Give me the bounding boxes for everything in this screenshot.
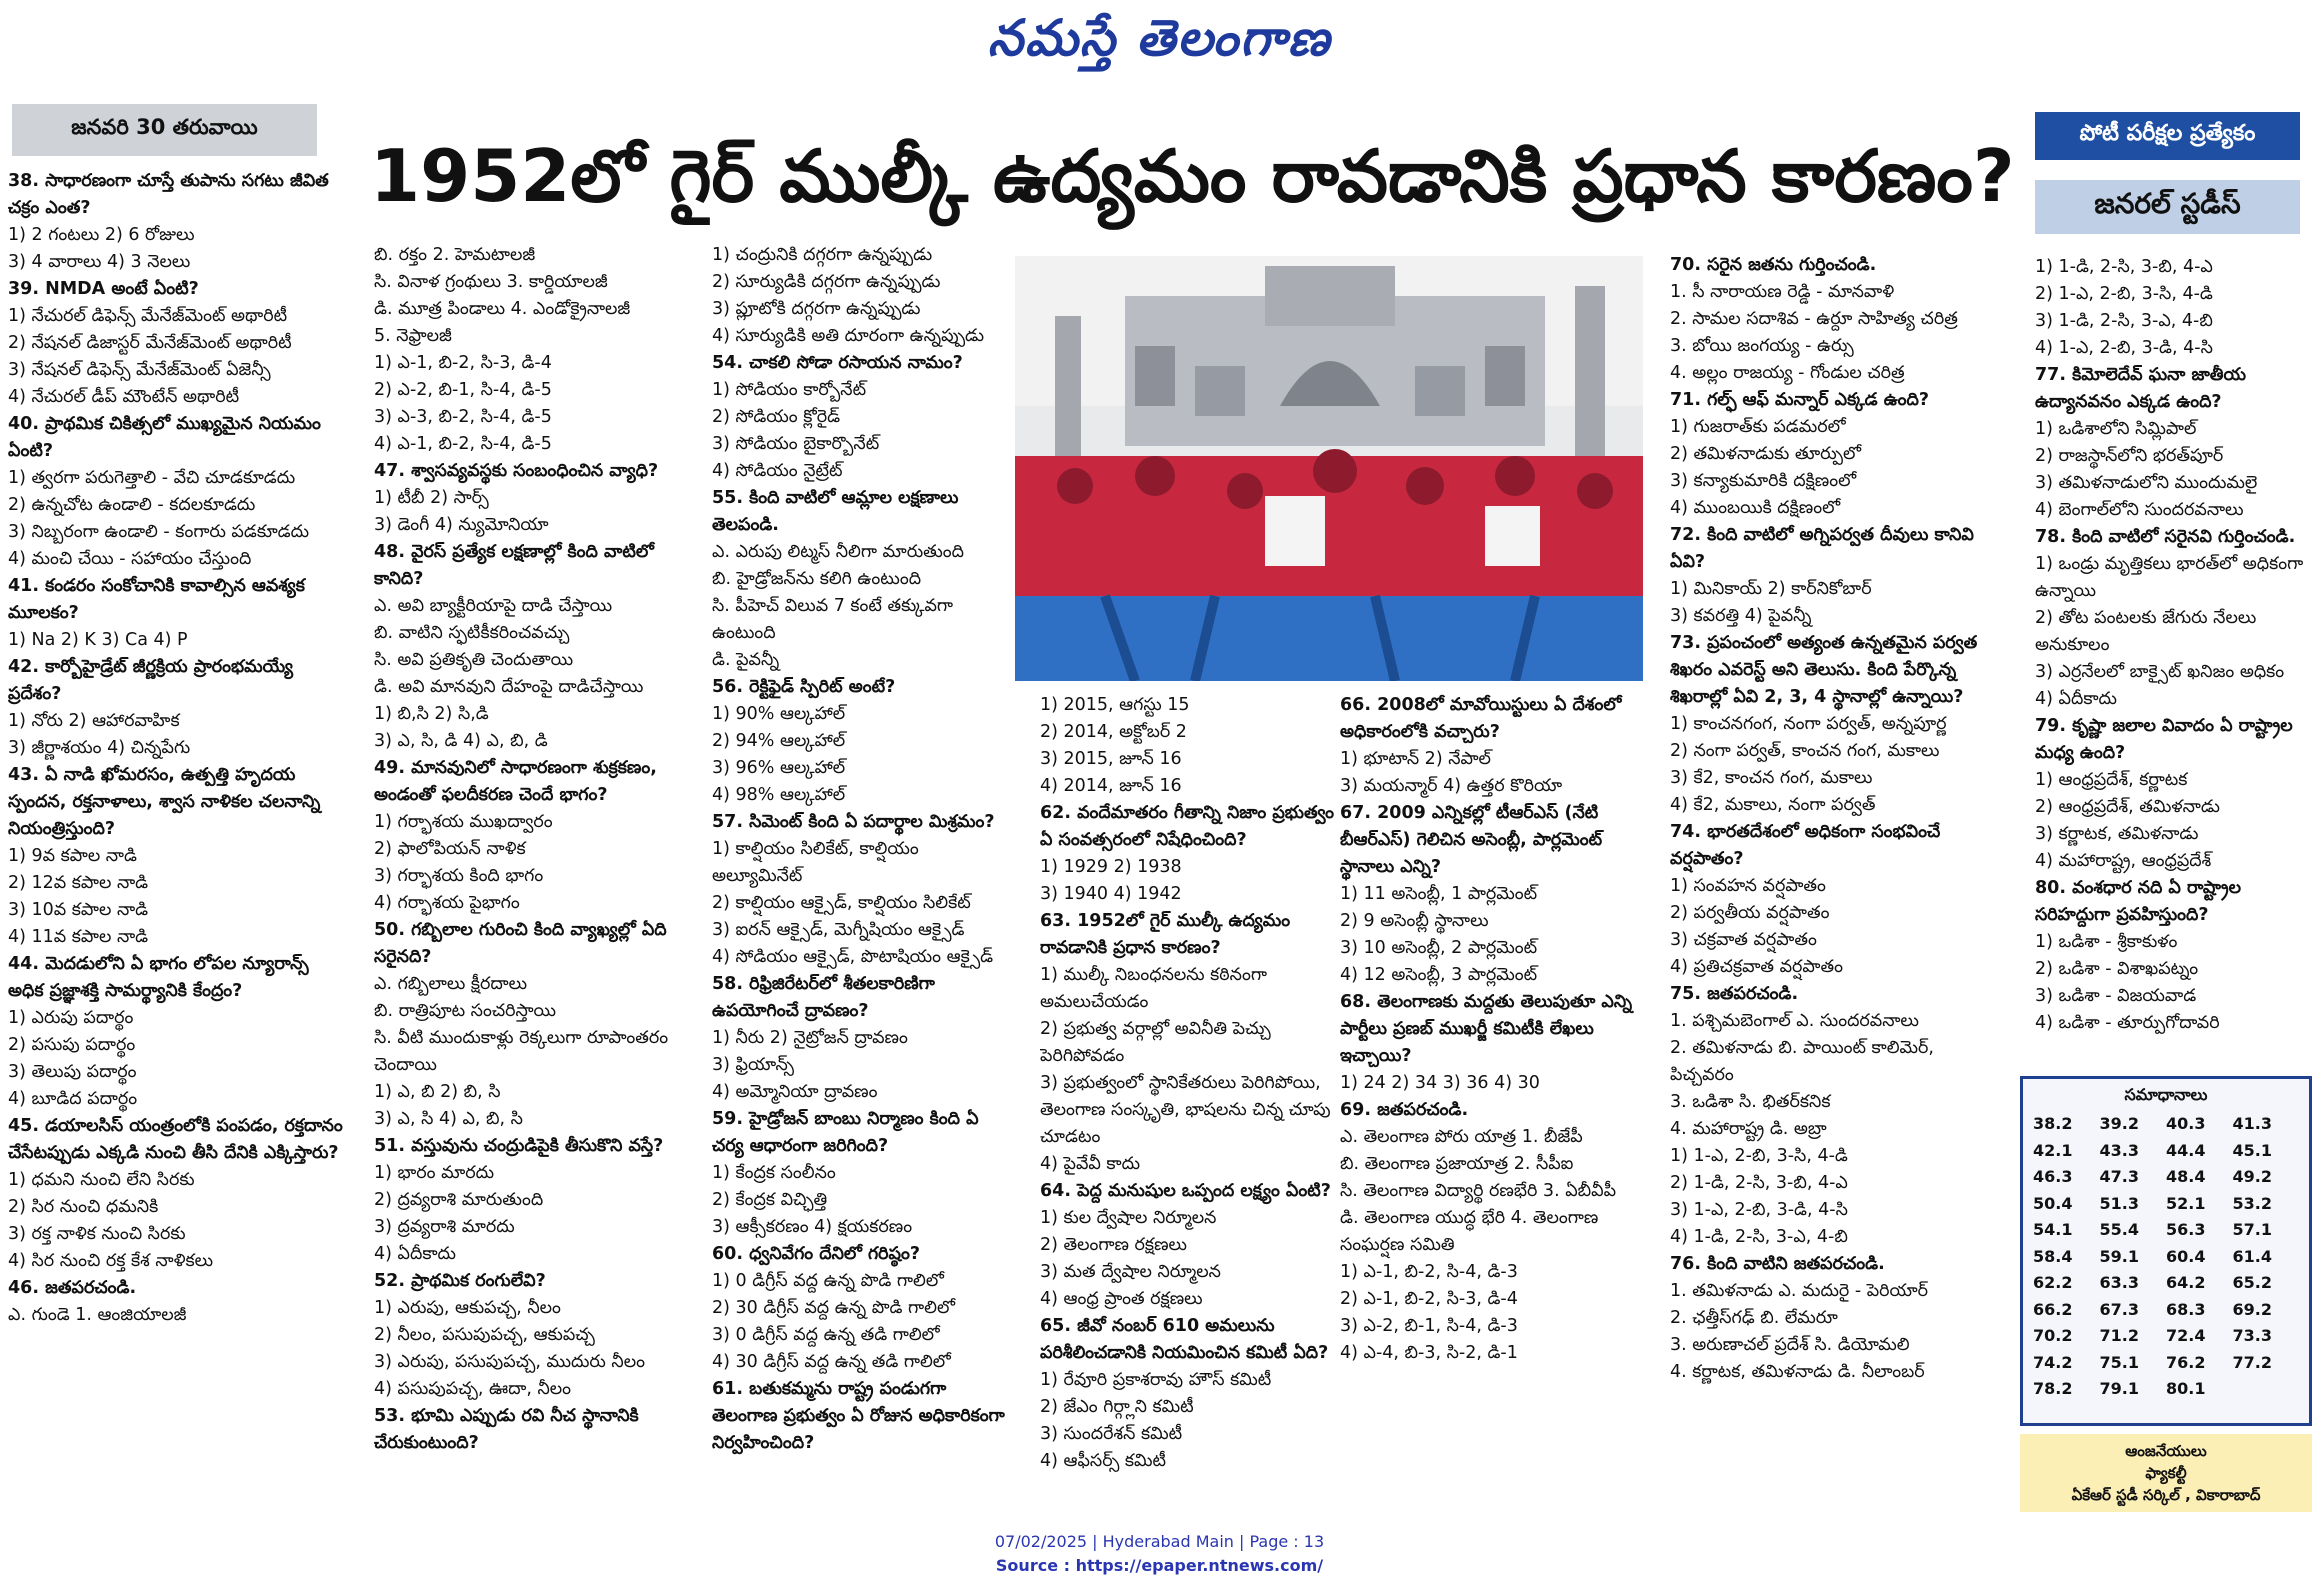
question-text: 71. గల్ఫ్ ఆఫ్ మన్నార్ ఎక్కడ ఉంది? xyxy=(1670,390,1930,410)
question-text: 44. మెదడులోని ఏ భాగం లోపల న్యూరాన్స్ అధిక ప్రజ్ఞాశక్తి సామర్థ్యానికి కేంద్రం? xyxy=(8,954,309,1001)
answer-item: 48.4 xyxy=(2166,1167,2206,1186)
question-text: 50. గబ్బిలాల గురించి కింది వ్యాఖ్యల్లో ఏది సరైనది? xyxy=(374,920,667,967)
answer-item: 66.2 xyxy=(2033,1299,2073,1319)
option-text: 4) ముంబయికి దక్షిణంలో xyxy=(1670,498,1841,518)
question-text: 66. 2008లో మావోయిస్టులు ఏ దేశంలో అధికారంలోకి వచ్చారు? xyxy=(1340,695,1622,742)
question-text: 54. చాకలి సోడా రసాయన నామం? xyxy=(712,353,963,373)
option-text: 2) 30 డిగ్రీస్ వద్ద ఉన్న పొడి గాలిలో xyxy=(712,1298,956,1318)
option-text: 4) ఎ-1, బి-2, సి-4, డి-5 xyxy=(374,434,552,454)
author-name: ఆంజనేయులు xyxy=(2125,1442,2207,1460)
question-text: 74. భారతదేశంలో అధికంగా సంభవించే వర్షపాతం? xyxy=(1670,822,1941,869)
footer-page-info: 07/02/2025 | Hyderabad Main | Page : 13 xyxy=(994,1532,1325,1551)
column-6 xyxy=(1670,252,2000,1506)
answer-item: 50.4 xyxy=(2033,1193,2073,1213)
option-text: 1) త్వరగా పరుగెత్తాలి - వేచి చూడకూడదు xyxy=(8,468,296,488)
option-text: 3) ఆక్సీకరణం 4) క్షయకరణం xyxy=(712,1217,913,1237)
option-text: 1) 9వ కపాల నాడి xyxy=(8,846,137,866)
option-text: 1) ఎ-1, బి-2, సి-3, డి-4 xyxy=(374,353,552,373)
question-text: 62. వందేమాతరం గీతాన్ని నిజాం ప్రభుత్వం ఏ సంవత్సరంలో నిషేధించింది? xyxy=(1040,803,1335,850)
question-text: 67. 2009 ఎన్నికల్లో టీఆర్ఎస్ (నేటి బీఆర్ఎస్) గెలిచిన అసెంబ్లీ, పార్లమెంట్ స్థానాలు ఎన్ని? xyxy=(1340,803,1603,877)
option-text: 3) చక్రవాత వర్షపాతం xyxy=(1670,930,1817,950)
answer-item: 61.4 xyxy=(2232,1246,2272,1266)
question-text: 70. సరైన జతను గుర్తించండి. xyxy=(1670,255,1877,275)
option-text: 1) ఒండ్రు మృత్తికలు భారత్‌లో అధికంగా ఉన్నాయి xyxy=(2035,554,2304,601)
answers-title: సమాధానాలు xyxy=(2124,1085,2208,1104)
question-text: 42. కార్బోహైడ్రేట్ జీర్ణక్రియ ప్రారంభమయ్యే ప్రదేశం? xyxy=(8,657,293,704)
question-text: 38. సాధారణంగా చూస్తే తుపాను సగటు జీవిత చక్రం ఎంత? xyxy=(8,171,329,218)
answer-item: 44.4 xyxy=(2166,1140,2206,1160)
option-text: 3) నేషనల్ డిఫెన్స్ మేనేజ్‌మెంట్ ఏజెన్సీ xyxy=(8,360,271,380)
option-text: సి. వినాళ గ్రంథులు 3. కార్డియాలజీ xyxy=(374,272,608,292)
author-institute: ఏకేఆర్ స్టడీ సర్కిల్ , వికారాబాద్ xyxy=(2071,1486,2261,1504)
protest-photo xyxy=(1015,256,1643,681)
option-text: 1) 1-ఎ, 2-బి, 3-సి, 4-డి xyxy=(1670,1146,1848,1166)
option-text: 2) సూర్యుడికి దగ్గరగా ఉన్నప్పుడు xyxy=(712,272,941,292)
option-text: 3) నిబ్బరంగా ఉండాలి - కంగారు పడకూడదు xyxy=(8,522,310,542)
column-5 xyxy=(1340,692,1650,1506)
question-text: 47. శ్వాసవ్యవస్థకు సంబంధించిన వ్యాధి? xyxy=(374,461,659,481)
option-text: 4) 1-డి, 2-సి, 3-ఎ, 4-బి xyxy=(1670,1227,1848,1247)
option-text: 4) ఆంధ్ర ప్రాంత రక్షణలు xyxy=(1040,1289,1203,1309)
option-text: 4) బెంగాల్‌లోని సుందరవనాలు xyxy=(2035,500,2244,520)
question-text: 52. ప్రాథమిక రంగులేవి? xyxy=(374,1271,546,1291)
option-text: 4) అమ్మోనియా ద్రావణం xyxy=(712,1082,878,1102)
option-text: 3) కవరత్తి 4) పైవన్నీ xyxy=(1670,606,1812,626)
option-text: 2) నేషనల్ డిజాస్టర్ మేనేజ్‌మెంట్ అథారిటీ xyxy=(8,333,292,353)
option-text: 2) తమిళనాడుకు తూర్పులో xyxy=(1670,444,1861,464)
answer-item: 79.1 xyxy=(2099,1379,2139,1398)
question-text: 68. తెలంగాణకు మద్దతు తెలుపుతూ ఎన్ని పార్టీలు ప్రణబ్ ముఖర్జీ కమిటీకి లేఖలు ఇచ్చాయి? xyxy=(1340,992,1633,1066)
option-text: 4) మహారాష్ట్ర, ఆంధ్రప్రదేశ్ xyxy=(2035,851,2212,871)
question-text: 46. జతపరచండి. xyxy=(8,1278,137,1298)
answer-item: 52.1 xyxy=(2166,1193,2206,1213)
author-credit xyxy=(2020,1434,2312,1512)
column-1 xyxy=(8,168,348,1506)
question-text: 45. డయాలసిస్ యంత్రంలోకి పంపడం, రక్తదానం చేసేటప్పుడు ఎక్కడి నుంచి తీసి దేనికి ఎక్కిస్తారు? xyxy=(8,1116,343,1163)
option-text: 1) కాల్షియం సిలికేట్, కాల్షియం అల్యూమినేట్ xyxy=(712,839,919,886)
option-text: 3) 4 వారాలు 4) 3 నెలలు xyxy=(8,252,191,272)
option-text: 4) ఎ-4, బి-3, సి-2, డి-1 xyxy=(1340,1343,1518,1363)
answer-item: 41.3 xyxy=(2232,1114,2272,1133)
option-text: 3) ఎ-3, బి-2, సి-4, డి-5 xyxy=(374,407,552,427)
answers-box xyxy=(2020,1076,2312,1426)
option-text: 1) 1929 2) 1938 xyxy=(1040,857,1182,877)
option-text: 1) ఎరుపు పదార్థం xyxy=(8,1008,134,1028)
option-text: 3) తెలుపు పదార్థం xyxy=(8,1062,137,1082)
answer-item: 67.3 xyxy=(2099,1299,2139,1319)
question-text: 49. మానవునిలో సాధారణంగా శుక్రకణం, అండంతో ఫలదీకరణ చెందే భాగం? xyxy=(374,758,657,805)
question-text: 73. ప్రపంచంలో అత్యంత ఉన్నతమైన పర్వత శిఖరం ఎవరెస్ట్ అని తెలుసు. కింది పేర్కొన్న శిఖరాల్లో ఏవి 2, 3, 4 స్థానాల్లో ఉన్నాయి? xyxy=(1670,633,1978,707)
option-text: 1) 90% ఆల్కహాల్ xyxy=(712,704,846,724)
answer-item: 47.3 xyxy=(2099,1167,2139,1186)
option-text: 4) 30 డిగ్రీస్ వద్ద ఉన్న తడి గాలిలో xyxy=(712,1352,951,1372)
option-text: 1) 2 గంటలు 2) 6 రోజులు xyxy=(8,225,195,245)
option-text: 1) ఒడిశా - శ్రీకాకుళం xyxy=(2035,932,2178,952)
option-text: 4) ఒడిశా - తూర్పుగోదావరి xyxy=(2035,1013,2220,1033)
option-text: 1) నోరు 2) ఆహారవాహిక xyxy=(8,711,180,731)
option-text: ఎ. తెలంగాణ పోరు యాత్ర 1. బీజేపీ xyxy=(1340,1127,1583,1147)
option-text: 1) ఎరుపు, ఆకుపచ్చ, నీలం xyxy=(374,1298,561,1318)
option-text: 4) గర్భాశయ పైభాగం xyxy=(374,893,520,913)
option-text: 2) 1-ఎ, 2-బి, 3-సి, 4-డి xyxy=(2035,284,2213,304)
option-text: 4) 11వ కపాల నాడి xyxy=(8,927,149,947)
answer-item: 46.3 xyxy=(2033,1167,2073,1186)
answer-item: 54.1 xyxy=(2033,1220,2073,1239)
option-text: 4) పైవేవీ కాదు xyxy=(1040,1154,1140,1174)
date-tag: జనవరి 30 తరువాయి xyxy=(12,104,317,156)
option-text: 4) బూడిద పదార్థం xyxy=(8,1089,138,1109)
answer-item: 38.2 xyxy=(2033,1114,2073,1133)
column-7 xyxy=(2035,254,2307,1074)
option-text: 2. ఛత్తీస్‌గఢ్ బి. లేమరూ xyxy=(1670,1308,1838,1328)
answer-item: 55.4 xyxy=(2099,1220,2139,1239)
masthead-logo: నమస్తే తెలంగాణ xyxy=(987,8,1332,67)
answer-item: 40.3 xyxy=(2166,1114,2206,1133)
answer-item: 64.2 xyxy=(2166,1273,2206,1292)
option-text: 3) డెంగీ 4) న్యుమోనియా xyxy=(374,515,549,535)
option-text: 3) ఎ, సి, డి 4) ఎ, బి, డి xyxy=(374,731,548,751)
option-text: 1) 0 డిగ్రీస్ వద్ద ఉన్న పొడి గాలిలో xyxy=(712,1271,944,1291)
option-text: 3) మత ద్వేషాల నిర్మూలన xyxy=(1040,1262,1221,1282)
answer-item: 71.2 xyxy=(2099,1326,2139,1345)
option-text: 3) గర్భాశయ కింది భాగం xyxy=(374,866,544,886)
option-text: 4) సోడియం ఆక్సైడ్, పొటాషియం ఆక్సైడ్ xyxy=(712,947,994,967)
option-text: 4) ఆఫీసర్స్ కమిటీ xyxy=(1040,1451,1167,1471)
option-text: డి. మూత్ర పిండాలు 4. ఎండోక్రైనాలజీ xyxy=(374,299,631,319)
option-text: ఎ. గబ్బిలాలు క్షీరదాలు xyxy=(374,974,528,994)
option-text: 1) గర్భాశయ ముఖద్వారం xyxy=(374,812,553,832)
option-text: 3) మయన్మార్ 4) ఉత్తర కొరియా xyxy=(1340,776,1563,796)
option-text: 2) ఒడిశా - విశాఖపట్నం xyxy=(2035,959,2199,979)
option-text: 3) 10 అసెంబ్లీ, 2 పార్లమెంట్ xyxy=(1340,938,1538,958)
question-text: 77. కిమోలెదేవ్ ఘనా జాతీయ ఉద్యానవనం ఎక్కడ ఉంది? xyxy=(2035,365,2246,412)
answer-item: 57.1 xyxy=(2232,1220,2272,1239)
option-text: 3) ద్రవ్యరాశి మారదు xyxy=(374,1217,515,1237)
option-text: 2) 1-డి, 2-సి, 3-బి, 4-ఎ xyxy=(1670,1173,1848,1193)
option-text: బి. తెలంగాణ ప్రజాయాత్ర 2. సీపీఐ xyxy=(1340,1154,1574,1174)
option-text: 4) మంచి చేయి - సహాయం చేస్తుంది xyxy=(8,549,252,569)
option-text: 1) కాంచనగంగ, నంగా పర్వత్, అన్నపూర్ణ xyxy=(1670,714,1947,734)
option-text: 3) ఎ, సి 4) ఎ, బి, సి xyxy=(374,1109,523,1129)
question-text: 53. భూమి ఎప్పుడు రవి నీచ స్థానానికి చేరుకుంటుంది? xyxy=(374,1406,639,1453)
column-4 xyxy=(1040,692,1345,1506)
answer-item: 59.1 xyxy=(2099,1246,2139,1266)
option-text: 2) పర్వతీయ వర్షపాతం xyxy=(1670,903,1830,923)
option-text: 1) కుల ద్వేషాల నిర్మూలన xyxy=(1040,1208,1217,1228)
option-text: 3. అరుణాచల్ ప్రదేశ్ సి. డియోమలి xyxy=(1670,1335,1910,1355)
answer-item: 72.4 xyxy=(2166,1326,2206,1345)
question-text: 51. వస్తువును చంద్రుడిపైకి తీసుకొని వస్తే? xyxy=(374,1136,664,1156)
option-text: సి. తెలంగాణ విద్యార్థి రణభేరి 3. ఏబీవీపీ xyxy=(1340,1181,1617,1201)
option-text: 1) భారం మారదు xyxy=(374,1163,495,1183)
option-text: 3) కర్ణాటక, తమిళనాడు xyxy=(2035,824,2199,844)
option-text: 2) తోట పంటలకు జేగురు నేలలు అనుకూలం xyxy=(2035,608,2257,655)
option-text: 4) ఏదీకాదు xyxy=(2035,689,2117,709)
option-text: 3) రక్త నాళిక నుంచి సిరకు xyxy=(8,1224,186,1244)
option-text: 2) 9 అసెంబ్లీ స్థానాలు xyxy=(1340,911,1489,931)
protest-photo-illustration xyxy=(1015,256,1643,681)
answer-item: 65.2 xyxy=(2232,1273,2272,1292)
option-text: 1) 24 2) 34 3) 36 4) 30 xyxy=(1340,1073,1540,1093)
answer-item: 42.1 xyxy=(2033,1140,2073,1160)
option-text: 4) 1-ఎ, 2-బి, 3-డి, 4-సి xyxy=(2035,338,2213,358)
option-text: 2) పసుపు పదార్థం xyxy=(8,1035,136,1055)
option-text: 1) సోడియం కార్బోనేట్ xyxy=(712,380,867,400)
option-text: 3) ఎర్రనేలలో బాక్సైట్ ఖనిజం అధికం xyxy=(2035,662,2285,682)
answer-item: 49.2 xyxy=(2232,1167,2272,1186)
option-text: 3) జీర్ణాశయం 4) చిన్నపేగు xyxy=(8,738,191,758)
answer-item: 70.2 xyxy=(2033,1326,2073,1345)
option-text: 1) 2015, ఆగస్టు 15 xyxy=(1040,695,1190,715)
question-text: 69. జతపరచండి. xyxy=(1340,1100,1469,1120)
question-text: 64. పెద్ద మనుషుల ఒప్పంద లక్ష్యం ఏంటి? xyxy=(1040,1181,1331,1201)
option-text: 3) తమిళనాడులోని ముందుమలై xyxy=(2035,473,2258,493)
option-text: 2) కేంద్రక విచ్ఛిత్తి xyxy=(712,1190,828,1210)
option-text: 1) సంవహన వర్షపాతం xyxy=(1670,876,1826,896)
option-text: 1) ఆంధ్రప్రదేశ్, కర్ణాటక xyxy=(2035,770,2188,790)
option-text: 2) 12వ కపాల నాడి xyxy=(8,873,149,893)
answer-item: 58.4 xyxy=(2033,1246,2073,1266)
answer-item: 63.3 xyxy=(2099,1273,2139,1292)
option-text: 1) టీబీ 2) సార్స్ xyxy=(374,488,489,508)
question-text: 65. జీవో నంబర్ 610 అమలును పరిశీలించడానికి నియమించిన కమిటీ ఏది? xyxy=(1040,1316,1329,1363)
answer-item: 62.2 xyxy=(2033,1273,2073,1292)
option-text: 3) కన్యాకుమారికి దక్షిణంలో xyxy=(1670,471,1857,491)
option-text: 1) ముల్కీ నిబంధనలను కఠినంగా అమలుచేయడం xyxy=(1040,965,1267,1012)
option-text: 3) 10వ కపాల నాడి xyxy=(8,900,149,920)
option-text: 1. సీ నారాయణ రెడ్డి - మానవాళి xyxy=(1670,282,1895,302)
option-text: 2) ఎ-1, బి-2, సి-3, డి-4 xyxy=(1340,1289,1518,1309)
column-3 xyxy=(712,242,1007,1506)
answer-item: 51.3 xyxy=(2099,1193,2139,1213)
option-text: 1) భూటాన్ 2) నేపాల్ xyxy=(1340,749,1491,769)
question-text: 75. జతపరచండి. xyxy=(1670,984,1799,1004)
option-text: 3) ఫ్రియాన్స్ xyxy=(712,1055,794,1075)
question-text: 78. కింది వాటిలో సరైనవి గుర్తించండి. xyxy=(2035,527,2296,547)
option-text: 3) 1-ఎ, 2-బి, 3-డి, 4-సి xyxy=(1670,1200,1848,1220)
answer-item: 45.1 xyxy=(2232,1140,2272,1160)
option-text: 4) ప్రతిచక్రవాత వర్షపాతం xyxy=(1670,957,1843,977)
option-text: 4) సిర నుంచి రక్త కేశ నాళికలు xyxy=(8,1251,214,1271)
option-text: 2) సిర నుంచి ధమనికి xyxy=(8,1197,159,1217)
option-text: బి. హైడ్రోజన్‌ను కలిగి ఉంటుంది xyxy=(712,569,922,589)
option-text: 1) నీరు 2) నైట్రోజన్ ద్రావణం xyxy=(712,1028,908,1048)
option-text: 3) ప్లూటోకి దగ్గరగా ఉన్నప్పుడు xyxy=(712,299,921,319)
option-text: ఎ. గుండె 1. ఆంజియాలజీ xyxy=(8,1305,187,1325)
option-text: 2) ద్రవ్యరాశి మారుతుంది xyxy=(374,1190,544,1210)
option-text: 1) ఎ, బి 2) బి, సి xyxy=(374,1082,501,1102)
answer-item: 68.3 xyxy=(2166,1299,2206,1319)
option-text: డి. పైవన్నీ xyxy=(712,650,780,670)
option-text: 3) కే2, కాంచన గంగ, మకాలు xyxy=(1670,768,1873,788)
question-text: 40. ప్రాథమిక చికిత్సలో ముఖ్యమైన నియమం ఏంటి? xyxy=(8,414,321,461)
answer-item: 69.2 xyxy=(2232,1299,2272,1319)
option-text: 1) మినికాయ్ 2) కార్‌నికోబార్ xyxy=(1670,579,1872,599)
question-text: 72. కింది వాటిలో అగ్నిపర్వత దీవులు కానివి ఏవి? xyxy=(1670,525,1974,572)
option-text: 1) చంద్రునికి దగ్గరగా ఉన్నప్పుడు xyxy=(712,245,933,265)
question-text: 63. 1952లో గైర్ ముల్కీ ఉద్యమం రావడానికి ప్రధాన కారణం? xyxy=(1040,911,1291,958)
option-text: 3. బోయి జంగయ్య - ఉర్సు xyxy=(1670,336,1854,356)
question-text: 80. వంశధార నది ఏ రాష్ట్రాల సరిహద్దుగా ప్రవహిస్తుంది? xyxy=(2035,878,2241,925)
answer-item: 56.3 xyxy=(2166,1220,2206,1239)
headline: 1952లో గైర్ ముల్కీ ఉద్యమం రావడానికి ప్రధాన కారణం? xyxy=(370,134,2015,218)
option-text: 3) సుందరేశన్ కమిటీ xyxy=(1040,1424,1183,1444)
question-text: 59. హైడ్రోజన్ బాంబు నిర్మాణం కింది ఏ చర్య ఆధారంగా జరిగింది? xyxy=(712,1109,979,1156)
option-text: 1) గుజరాత్‌కు పడమరలో xyxy=(1670,417,1846,437)
question-text: 76. కింది వాటిని జతపరచండి. xyxy=(1670,1254,1885,1274)
question-text: 41. కండరం సంకోచానికి కావాల్సిన ఆవశ్యక మూలకం? xyxy=(8,576,305,623)
answer-item: 75.1 xyxy=(2099,1352,2139,1372)
question-text: 57. సిమెంట్ కింది ఏ పదార్థాల మిశ్రమం? xyxy=(712,812,995,832)
question-text: 39. NMDA అంటే ఏంటి? xyxy=(8,279,199,299)
option-text: 1) ధమని నుంచి లేని సిరకు xyxy=(8,1170,195,1190)
option-text: సి. పీహెచ్ విలువ 7 కంటే తక్కువగా ఉంటుంది xyxy=(712,596,954,643)
column-2 xyxy=(374,242,694,1506)
option-text: 4. మహారాష్ట్ర డి. అబ్రా xyxy=(1670,1119,1827,1139)
option-text: 2) జేఎం గిర్గ్లాని కమిటీ xyxy=(1040,1397,1194,1417)
option-text: 2. సామల సదాశివ - ఉర్దూ సాహిత్య చరిత్ర xyxy=(1670,309,1958,329)
option-text: 2. తమిళనాడు బి. పాయింట్ కాలిమెర్, పిచ్చవరం xyxy=(1670,1038,1934,1085)
option-text: 4. అల్లం రాజయ్య - గోండుల చరిత్ర xyxy=(1670,363,1905,383)
option-text: 2) ఉన్నచోట ఉండాలి - కదలకూడదు xyxy=(8,495,256,515)
option-text: 1) రేవూరి ప్రకాశరావు హౌస్ కమిటీ xyxy=(1040,1370,1272,1390)
option-text: 3) 1-డి, 2-సి, 3-ఎ, 4-బి xyxy=(2035,311,2213,331)
option-text: బి. రక్తం 2. హెమటాలజీ xyxy=(374,245,536,265)
option-text: 4) 2014, జూన్ 16 xyxy=(1040,776,1182,796)
option-text: 1) కేంద్రక సంలీనం xyxy=(712,1163,836,1183)
option-text: 1) బి,సి 2) సి,డి xyxy=(374,704,489,724)
option-text: 1) నేచురల్ డిఫెన్స్ మేనేజ్‌మెంట్ అథారిటీ xyxy=(8,306,288,326)
option-text: ఎ. అవి బ్యాక్టీరియాపై దాడి చేస్తాయి xyxy=(374,596,613,616)
option-text: 3) ఐరన్ ఆక్సైడ్, మెగ్నీషియం ఆక్సైడ్ xyxy=(712,920,965,940)
option-text: 4) నేచురల్ డీప్ మౌంటేన్ అథారిటీ xyxy=(8,387,240,407)
option-text: 4. కర్ణాటక, తమిళనాడు డి. నీలాంబర్ xyxy=(1670,1362,1925,1382)
option-text: 1. తమిళనాడు ఎ. మదురై - పెరియార్ xyxy=(1670,1281,1929,1301)
option-text: సి. అవి ప్రతికృతి చెందుతాయి xyxy=(374,650,574,670)
answer-item: 53.2 xyxy=(2232,1193,2272,1213)
answer-item: 76.2 xyxy=(2166,1352,2206,1372)
answer-item: 43.3 xyxy=(2099,1140,2139,1160)
option-text: 4) 12 అసెంబ్లీ, 3 పార్లమెంట్ xyxy=(1340,965,1538,985)
question-text: 56. రెక్టిఫైడ్ స్పిరిట్ అంటే? xyxy=(712,677,896,697)
answer-item: 60.4 xyxy=(2166,1246,2206,1266)
answer-item: 78.2 xyxy=(2033,1379,2073,1398)
option-text: 3) సోడియం బైకార్బొనేట్ xyxy=(712,434,880,454)
answer-item: 73.3 xyxy=(2232,1326,2272,1345)
option-text: 2) ప్రభుత్వ వర్గాల్లో అవినీతి పెచ్చు పెరిగిపోవడం xyxy=(1040,1019,1271,1066)
option-text: 1) 11 అసెంబ్లీ, 1 పార్లమెంట్ xyxy=(1340,884,1538,904)
option-text: 4) 98% ఆల్కహాల్ xyxy=(712,785,846,805)
option-text: 2) 2014, అక్టోబర్ 2 xyxy=(1040,722,1187,742)
option-text: 2) సోడియం క్లోరైడ్ xyxy=(712,407,841,427)
section-tag-top: పోటీ పరీక్షల ప్రత్యేకం xyxy=(2035,112,2300,160)
option-text: 2) రాజస్థాన్‌లోని భరత్‌పూర్ xyxy=(2035,446,2224,466)
footer-source[interactable]: Source : https://epaper.ntnews.com/ xyxy=(995,1556,1324,1575)
option-text: 3. ఒడిశా సి. భితర్‌కనిక xyxy=(1670,1092,1831,1112)
option-text: 2) నంగా పర్వత్, కాంచన గంగ, మకాలు xyxy=(1670,741,1940,761)
question-text: 60. ధ్వనివేగం దేనిలో గరిష్ఠం? xyxy=(712,1244,921,1264)
option-text: ఎ. ఎరుపు లిట్మస్ నీలిగా మారుతుంది xyxy=(712,542,965,562)
answer-item: 77.2 xyxy=(2232,1352,2272,1372)
answer-item: 74.2 xyxy=(2033,1352,2073,1372)
question-text: 43. ఏ నాడి ఖోమరసం, ఉత్పత్తి హృదయ స్పందన, రక్తనాళాలు, శ్వాస నాళికల చలనాన్ని నియంత్రిస్తుంది? xyxy=(8,765,321,839)
option-text: 2) తెలంగాణ రక్షణలు xyxy=(1040,1235,1187,1255)
option-text: సి. వీటి ముందుకాళ్లు రెక్కలుగా రూపాంతరం చెందాయి xyxy=(374,1028,669,1075)
option-text: 2) కాల్షియం ఆక్సైడ్, కాల్షియం సిలికేట్ xyxy=(712,893,971,913)
option-text: 2) ఎ-2, బి-1, సి-4, డి-5 xyxy=(374,380,552,400)
question-text: 48. వైరస్ ప్రత్యేక లక్షణాల్లో కింది వాటిలో కానిది? xyxy=(374,542,654,589)
question-text: 58. రిఫ్రిజిరేటర్‌లో శీతలకారిణిగా ఉపయోగించే ద్రావణం? xyxy=(712,974,935,1021)
question-text: 61. బతుకమ్మను రాష్ట్ర పండుగగా తెలంగాణ ప్రభుత్వం ఏ రోజున అధికారికంగా నిర్వహించింది? xyxy=(712,1379,1005,1453)
option-text: 4) సూర్యుడికి అతి దూరంగా ఉన్నప్పుడు xyxy=(712,326,985,346)
option-text: 4) పసుపుపచ్చ, ఊదా, నీలం xyxy=(374,1379,572,1399)
option-text: 4) సోడియం నైట్రేట్ xyxy=(712,461,843,481)
answer-item: 80.1 xyxy=(2166,1379,2206,1398)
option-text: డి. తెలంగాణ యుద్ధ భేరి 4. తెలంగాణ సంఘర్షణ సమితి xyxy=(1340,1208,1599,1255)
option-text: 1) ఒడిశాలోని సిమ్లిపాల్ xyxy=(2035,419,2197,439)
option-text: బి. రాత్రిపూట సంచరిస్తాయి xyxy=(374,1001,557,1021)
option-text: 3) ఎరుపు, పసుపుపచ్చ, ముదురు నీలం xyxy=(374,1352,645,1372)
answers-grid xyxy=(2023,1111,2309,1403)
option-text: 3) 0 డిగ్రీస్ వద్ద ఉన్న తడి గాలిలో xyxy=(712,1325,940,1345)
option-text: 2) 94% ఆల్కహాల్ xyxy=(712,731,846,751)
option-text: డి. అవి మానవుని దేహంపై దాడిచేస్తాయి xyxy=(374,677,644,697)
option-text: 4) ఏదీకాదు xyxy=(374,1244,456,1264)
option-text: 2) ఆంధ్రప్రదేశ్, తమిళనాడు xyxy=(2035,797,2220,817)
section-tag-bottom: జనరల్ స్టడీస్ xyxy=(2035,180,2300,234)
option-text: 3) 96% ఆల్కహాల్ xyxy=(712,758,846,778)
option-text: 2) నీలం, పసుపుపచ్చ, ఆకుపచ్చ xyxy=(374,1325,595,1345)
author-role: ఫ్యాకల్టీ xyxy=(2145,1464,2187,1482)
option-text: బి. వాటిని స్ఫటికీకరించవచ్చు xyxy=(374,623,570,643)
question-text: 55. కింది వాటిలో ఆమ్లాల లక్షణాలు తెలపండి. xyxy=(712,488,959,535)
option-text: 3) ప్రభుత్వంలో స్థానికేతరులు పెరిగిపోయి, తెలంగాణ సంస్కృతి, భాషలను చిన్న చూపు చూడటం xyxy=(1040,1073,1331,1147)
option-text: 4) కే2, మకాలు, నంగా పర్వత్ xyxy=(1670,795,1876,815)
option-text: 5. నెఫ్రాలజీ xyxy=(374,326,452,346)
option-text: 3) 1940 4) 1942 xyxy=(1040,884,1182,904)
option-text: 1) Na 2) K 3) Ca 4) P xyxy=(8,630,188,650)
option-text: 2) ఫాలోపియన్ నాళిక xyxy=(374,839,526,859)
question-text: 79. కృష్ణా జలాల వివాదం ఏ రాష్ట్రాల మధ్య ఉంది? xyxy=(2035,716,2293,763)
option-text: 3) ఎ-2, బి-1, సి-4, డి-3 xyxy=(1340,1316,1518,1336)
answer-item: 39.2 xyxy=(2099,1114,2139,1133)
option-text: 3) ఒడిశా - విజయవాడ xyxy=(2035,986,2197,1006)
option-text: 1. పశ్చిమబెంగాల్ ఎ. సుందరవనాలు xyxy=(1670,1011,1919,1031)
option-text: 1) ఎ-1, బి-2, సి-4, డి-3 xyxy=(1340,1262,1518,1282)
option-text: 3) 2015, జూన్ 16 xyxy=(1040,749,1182,769)
option-text: 1) 1-డి, 2-సి, 3-బి, 4-ఎ xyxy=(2035,257,2213,277)
